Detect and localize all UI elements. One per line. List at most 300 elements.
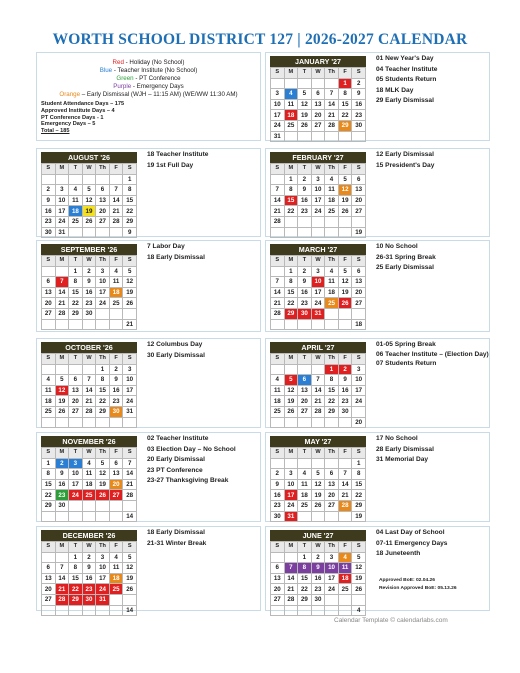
day-cell: 17 (96, 573, 110, 584)
weekday-label: S (271, 256, 285, 267)
day-cell (311, 511, 325, 522)
day-cell: 2 (42, 185, 56, 196)
day-cell: 8 (96, 375, 110, 386)
day-cell: 21 (325, 110, 339, 121)
event-line: 10 No School (376, 243, 418, 250)
day-cell: 2 (82, 552, 96, 563)
day-cell: 27 (69, 406, 83, 417)
day-cell: 21 (55, 584, 69, 595)
day-cell: 2 (338, 364, 352, 375)
day-cell: 25 (42, 406, 56, 417)
day-cell (325, 594, 339, 605)
day-cell: 27 (96, 216, 110, 227)
day-cell: 10 (271, 99, 285, 110)
day-cell: 24 (55, 216, 69, 227)
day-cell: 8 (284, 185, 298, 196)
day-cell: 11 (109, 277, 123, 288)
day-cell: 11 (42, 385, 56, 396)
weekday-label: F (109, 542, 123, 553)
day-cell: 1 (42, 458, 56, 469)
day-cell: 26 (338, 298, 352, 309)
day-cell (42, 364, 56, 375)
event-line: 18 Teacher Institute (147, 151, 209, 158)
day-cell: 22 (123, 206, 137, 217)
day-cell (311, 364, 325, 375)
day-cell: 15 (352, 479, 366, 490)
day-cell: 5 (338, 174, 352, 185)
event-line: 07-11 Emergency Days (376, 539, 448, 547)
day-cell: 29 (352, 500, 366, 511)
weekday-label: S (271, 354, 285, 365)
event-line: 23 PT Conference (147, 466, 203, 474)
legend-desc: – Early Dismissal (WJH – 11:15 AM) (WE/WW 11:30 AM) (80, 91, 238, 98)
day-cell: 5 (338, 266, 352, 277)
day-cell (55, 174, 69, 185)
weekday-label: T (298, 448, 312, 459)
day-cell: 20 (298, 396, 312, 407)
day-cell (271, 78, 285, 89)
day-cell: 19 (338, 287, 352, 298)
day-cell: 8 (338, 89, 352, 100)
day-cell: 27 (271, 594, 285, 605)
day-cell: 31 (55, 227, 69, 238)
weekday-label: S (42, 164, 56, 175)
day-cell: 17 (311, 287, 325, 298)
day-cell: 3 (271, 89, 285, 100)
day-cell: 26 (338, 206, 352, 217)
event-line: 07 Students Return (376, 359, 437, 367)
day-cell (271, 417, 285, 428)
weekday-label: F (338, 68, 352, 79)
day-cell: 21 (271, 298, 285, 309)
day-cell: 22 (352, 490, 366, 501)
day-cell: 9 (271, 479, 285, 490)
event-line: 18 Juneteenth (376, 550, 421, 557)
day-cell: 16 (311, 573, 325, 584)
day-cell (271, 364, 285, 375)
day-cell: 12 (284, 385, 298, 396)
day-cell: 27 (42, 308, 56, 319)
weekday-label: T (69, 354, 83, 365)
legend-stats (41, 101, 124, 135)
day-cell: 24 (284, 500, 298, 511)
day-cell (284, 131, 298, 142)
day-cell: 1 (69, 266, 83, 277)
day-cell: 19 (123, 287, 137, 298)
day-cell (109, 319, 123, 330)
day-cell: 18 (352, 319, 366, 330)
weekday-label: S (42, 542, 56, 553)
weekday-label: Th (96, 542, 110, 553)
day-cell: 26 (55, 406, 69, 417)
legend-item (37, 75, 260, 83)
weekday-label: M (284, 542, 298, 553)
day-cell: 7 (123, 458, 137, 469)
day-cell: 6 (325, 469, 339, 480)
day-cell (284, 458, 298, 469)
month-header: JUNE '27 (270, 530, 366, 541)
day-cell (325, 227, 339, 238)
day-cell: 21 (123, 319, 137, 330)
day-cell: 4 (109, 266, 123, 277)
day-cell: 4 (82, 458, 96, 469)
weekday-label: Th (96, 354, 110, 365)
day-cell: 4 (284, 89, 298, 100)
day-cell: 22 (298, 584, 312, 595)
day-cell: 6 (352, 174, 366, 185)
day-cell: 10 (325, 563, 339, 574)
day-cell: 8 (325, 375, 339, 386)
day-cell: 30 (82, 308, 96, 319)
day-cell: 25 (284, 120, 298, 131)
day-cell: 29 (338, 120, 352, 131)
day-cell (271, 605, 285, 616)
day-cell: 12 (311, 479, 325, 490)
day-cell: 14 (123, 511, 137, 522)
day-cell: 9 (298, 277, 312, 288)
day-cell (338, 131, 352, 142)
legend-key: Green (116, 75, 134, 82)
day-cell (325, 511, 339, 522)
weekday-label: T (298, 68, 312, 79)
day-cell: 13 (298, 385, 312, 396)
weekday-label: W (311, 542, 325, 553)
day-cell (42, 511, 56, 522)
day-cell: 15 (338, 99, 352, 110)
day-cell: 4 (69, 185, 83, 196)
event-line: 01-05 Spring Break (376, 341, 436, 348)
day-cell: 15 (123, 195, 137, 206)
day-cell (338, 594, 352, 605)
day-cell: 28 (271, 216, 285, 227)
day-cell: 2 (311, 552, 325, 563)
day-cell: 16 (271, 490, 285, 501)
day-cell: 22 (69, 298, 83, 309)
day-cell (284, 605, 298, 616)
day-cell (338, 227, 352, 238)
day-cell (82, 227, 96, 238)
day-cell: 23 (338, 396, 352, 407)
weekday-label: S (123, 256, 137, 267)
day-cell (69, 500, 83, 511)
day-cell (42, 552, 56, 563)
day-cell: 27 (352, 298, 366, 309)
day-cell (55, 511, 69, 522)
day-cell (55, 319, 69, 330)
month-header: MARCH '27 (270, 244, 366, 255)
day-cell: 19 (82, 206, 96, 217)
day-cell: 24 (271, 120, 285, 131)
month-header: NOVEMBER '26 (41, 436, 137, 447)
day-cell: 23 (82, 298, 96, 309)
day-cell: 4 (298, 469, 312, 480)
day-cell: 6 (42, 563, 56, 574)
day-cell: 8 (42, 469, 56, 480)
day-cell: 25 (325, 298, 339, 309)
day-cell: 13 (42, 287, 56, 298)
day-cell (352, 216, 366, 227)
legend-desc: - Emergency Days (131, 83, 184, 90)
legend-key: Blue (99, 67, 113, 74)
month-events (147, 340, 262, 361)
day-cell: 15 (69, 573, 83, 584)
day-cell: 18 (325, 287, 339, 298)
day-cell: 13 (311, 99, 325, 110)
weekday-label: S (271, 542, 285, 553)
day-cell (298, 78, 312, 89)
day-cell: 14 (123, 605, 137, 616)
day-cell: 5 (82, 185, 96, 196)
day-cell: 29 (96, 406, 110, 417)
day-cell: 29 (123, 216, 137, 227)
day-cell (69, 364, 83, 375)
legend-key: Red (112, 59, 124, 66)
weekday-label: Th (325, 448, 339, 459)
day-cell (96, 227, 110, 238)
legend-stat: Approved Institute Days – 4 (41, 107, 115, 114)
day-cell: 17 (123, 385, 137, 396)
day-cell (338, 308, 352, 319)
weekday-label: W (311, 164, 325, 175)
day-cell (96, 319, 110, 330)
day-cell: 9 (338, 375, 352, 386)
day-cell: 7 (55, 277, 69, 288)
day-cell (82, 511, 96, 522)
weekday-label: S (42, 448, 56, 459)
day-cell: 10 (123, 375, 137, 386)
day-cell: 10 (311, 277, 325, 288)
day-cell: 3 (352, 364, 366, 375)
day-cell (352, 308, 366, 319)
day-cell: 24 (96, 298, 110, 309)
event-line: 26-31 Spring Break (376, 253, 436, 261)
month-header: AUGUST '26 (41, 152, 137, 163)
day-cell (271, 266, 285, 277)
day-cell: 18 (109, 573, 123, 584)
day-cell: 28 (109, 216, 123, 227)
day-cell: 3 (311, 174, 325, 185)
day-cell: 18 (109, 287, 123, 298)
day-cell: 20 (109, 479, 123, 490)
day-cell: 22 (69, 584, 83, 595)
day-cell: 28 (55, 308, 69, 319)
day-cell (298, 216, 312, 227)
day-cell: 28 (325, 120, 339, 131)
event-line: 15 President's Day (376, 161, 435, 169)
weekday-label: Th (325, 354, 339, 365)
event-line: 25 Early Dismissal (376, 264, 434, 271)
day-cell (311, 216, 325, 227)
day-cell (298, 319, 312, 330)
day-cell: 12 (298, 99, 312, 110)
day-cell: 22 (284, 298, 298, 309)
month-calendar (270, 244, 366, 330)
day-cell: 21 (55, 298, 69, 309)
weekday-label: F (338, 354, 352, 365)
weekday-label: S (42, 354, 56, 365)
day-cell: 4 (352, 605, 366, 616)
weekday-label: S (271, 68, 285, 79)
weekday-label: W (82, 256, 96, 267)
day-cell: 20 (96, 206, 110, 217)
legend-key: Purple (113, 83, 132, 90)
day-cell: 28 (55, 594, 69, 605)
day-cell: 7 (338, 469, 352, 480)
day-cell (325, 417, 339, 428)
month-header: APRIL '27 (270, 342, 366, 353)
day-cell: 5 (311, 469, 325, 480)
weekday-label: W (82, 354, 96, 365)
day-cell: 12 (96, 469, 110, 480)
day-cell (338, 319, 352, 330)
day-cell: 13 (352, 277, 366, 288)
day-cell (352, 406, 366, 417)
day-cell: 7 (325, 89, 339, 100)
day-cell: 28 (123, 490, 137, 501)
weekday-label: W (311, 256, 325, 267)
day-cell: 26 (311, 500, 325, 511)
day-cell (96, 308, 110, 319)
day-cell: 23 (271, 500, 285, 511)
day-cell: 24 (311, 206, 325, 217)
day-cell: 2 (271, 469, 285, 480)
event-line: 06 Teacher Institute – (Election Day) (376, 350, 489, 358)
day-cell (42, 605, 56, 616)
weekday-label: S (352, 164, 366, 175)
day-cell (82, 319, 96, 330)
event-line: 12 Columbus Day (147, 341, 203, 348)
weekday-label: S (352, 256, 366, 267)
day-cell: 23 (298, 298, 312, 309)
day-cell: 16 (109, 385, 123, 396)
day-cell: 14 (123, 469, 137, 480)
weekday-label: M (284, 164, 298, 175)
weekday-label: S (123, 542, 137, 553)
day-cell: 5 (55, 375, 69, 386)
day-cell: 11 (325, 185, 339, 196)
day-cell: 8 (352, 469, 366, 480)
day-cell: 3 (284, 469, 298, 480)
month-calendar (41, 436, 137, 522)
day-cell: 7 (271, 185, 285, 196)
day-cell: 18 (284, 110, 298, 121)
day-cell: 22 (42, 490, 56, 501)
day-cell (55, 417, 69, 428)
day-cell (298, 417, 312, 428)
day-cell: 21 (338, 490, 352, 501)
day-cell: 10 (55, 195, 69, 206)
month-header: SEPTEMBER '26 (41, 244, 137, 255)
day-cell: 1 (69, 552, 83, 563)
day-cell (96, 500, 110, 511)
day-cell: 6 (109, 458, 123, 469)
day-cell (311, 131, 325, 142)
day-cell: 10 (96, 563, 110, 574)
event-line: 18 Early Dismissal (147, 529, 205, 536)
weekday-label: T (298, 542, 312, 553)
event-line: 18 Early Dismissal (147, 253, 205, 261)
day-cell: 30 (109, 406, 123, 417)
day-cell: 13 (69, 385, 83, 396)
legend-item (37, 91, 260, 99)
approval-note: Approved BoE: 02.04.26 (379, 578, 435, 583)
event-line: 01 New Year's Day (376, 55, 434, 62)
day-cell (298, 227, 312, 238)
day-cell: 26 (352, 584, 366, 595)
weekday-label: T (298, 256, 312, 267)
day-cell (284, 78, 298, 89)
day-cell: 9 (123, 227, 137, 238)
legend-desc: - Holiday (No School) (123, 59, 185, 66)
day-cell (123, 417, 137, 428)
weekday-label: Th (96, 256, 110, 267)
day-cell: 25 (109, 298, 123, 309)
day-cell: 14 (55, 287, 69, 298)
event-line: 04 Teacher Institute (376, 65, 438, 73)
legend-stat: Emergency Days – 5 (41, 121, 96, 128)
day-cell: 15 (69, 287, 83, 298)
weekday-label: S (271, 164, 285, 175)
day-cell: 25 (271, 406, 285, 417)
day-cell: 10 (96, 277, 110, 288)
day-cell: 28 (338, 500, 352, 511)
day-cell: 22 (325, 396, 339, 407)
day-cell (271, 174, 285, 185)
month-events (147, 150, 262, 171)
day-cell: 3 (325, 552, 339, 563)
day-cell: 26 (82, 216, 96, 227)
day-cell: 15 (298, 573, 312, 584)
day-cell: 24 (69, 490, 83, 501)
page-title: WORTH SCHOOL DISTRICT 127 | 2026-2027 CALENDAR (52, 31, 468, 48)
day-cell: 3 (96, 266, 110, 277)
day-cell (271, 458, 285, 469)
day-cell: 19 (352, 227, 366, 238)
day-cell: 6 (298, 375, 312, 386)
day-cell: 10 (69, 469, 83, 480)
event-line: 31 Memorial Day (376, 456, 429, 463)
day-cell: 17 (325, 573, 339, 584)
weekday-label: W (311, 68, 325, 79)
day-cell (123, 594, 137, 605)
day-cell: 16 (352, 99, 366, 110)
day-cell: 6 (271, 563, 285, 574)
day-cell (109, 605, 123, 616)
day-cell: 3 (96, 552, 110, 563)
day-cell: 31 (96, 594, 110, 605)
day-cell: 20 (352, 195, 366, 206)
day-cell (338, 417, 352, 428)
weekday-label: S (352, 354, 366, 365)
day-cell (298, 605, 312, 616)
day-cell: 20 (69, 396, 83, 407)
event-line: 29 Early Dismissal (376, 97, 434, 104)
day-cell: 13 (109, 469, 123, 480)
weekday-label: W (82, 448, 96, 459)
day-cell (311, 319, 325, 330)
weekday-label: F (109, 448, 123, 459)
day-cell: 15 (284, 287, 298, 298)
day-cell (311, 417, 325, 428)
day-cell: 26 (123, 298, 137, 309)
day-cell: 14 (284, 573, 298, 584)
day-cell (82, 417, 96, 428)
month-events (376, 54, 491, 107)
month-events (376, 528, 491, 560)
day-cell: 6 (69, 375, 83, 386)
event-line: 18 MLK Day (376, 86, 414, 94)
day-cell: 2 (298, 174, 312, 185)
